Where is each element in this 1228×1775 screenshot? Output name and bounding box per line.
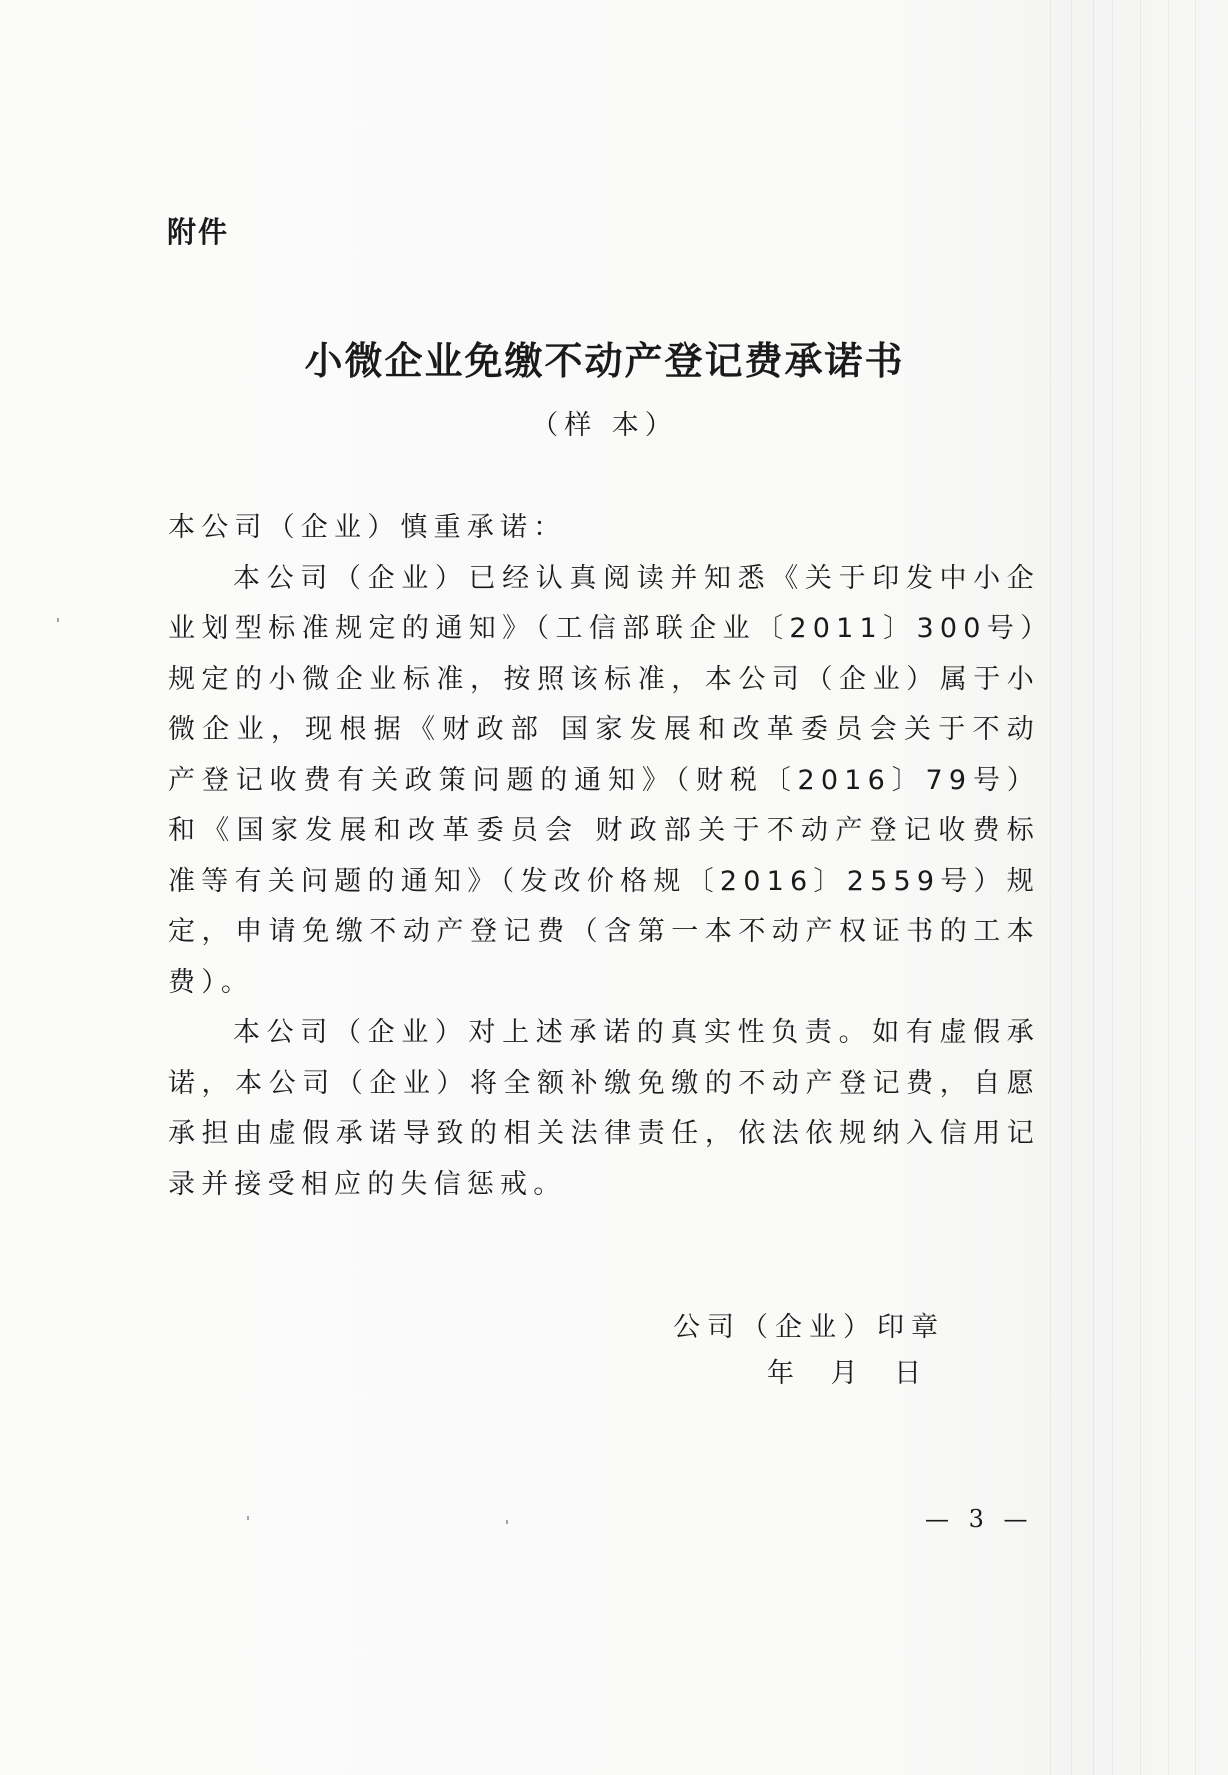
scan-streak	[1195, 0, 1196, 1775]
scan-speck	[57, 618, 59, 622]
scan-streak	[1112, 0, 1113, 1775]
date-line: 年 月 日	[767, 1358, 929, 1389]
body-paragraph: 本公司（企业）已经认真阅读并知悉《关于印发中小企业划型标准规定的通知》（工信部联企业〔2011〕300号）规定的小微企业标准，按照该标准，本公司（企业）属于小微企业，现根据《财政部 国家发展和改革委员会关于不动产登记收费有关政策问题的通知》（财税〔2016〕79号）和《国家发展和改革委员会 财政部关于不动产登记收费标准等有关问题的通知》（发改价格规〔2016〕2559号）规定，申请免缴不动产登记费（含第一本不动产权证书的工本费）。	[168, 562, 1040, 998]
body-paragraph: 本公司（企业）对上述承诺的真实性负责。如有虚假承诺，本公司（企业）将全额补缴免缴的不动产登记费，自愿承担由虚假承诺导致的相关法律责任，依法依规纳入信用记录并接受相应的失信惩戒。	[168, 1017, 1040, 1200]
attachment-label: 附件	[167, 215, 230, 249]
document-title: 小微企业免缴不动产登记费承诺书	[304, 338, 905, 383]
company-seal-line: 公司（企业）印章	[673, 1312, 945, 1343]
scan-streak	[1168, 0, 1169, 1775]
scan-streak	[1093, 0, 1094, 1775]
opening-statement: 本公司（企业）慎重承诺：	[168, 512, 567, 543]
scan-streak	[1050, 0, 1051, 1775]
scan-speck	[247, 1516, 249, 1520]
scan-speck	[506, 1520, 508, 1524]
document-body	[168, 503, 1040, 1210]
document-subtitle: （样 本）	[531, 410, 678, 441]
scan-streak	[1140, 0, 1141, 1775]
scan-streak	[1071, 0, 1072, 1775]
page-number: — 3 —	[925, 1505, 1034, 1533]
